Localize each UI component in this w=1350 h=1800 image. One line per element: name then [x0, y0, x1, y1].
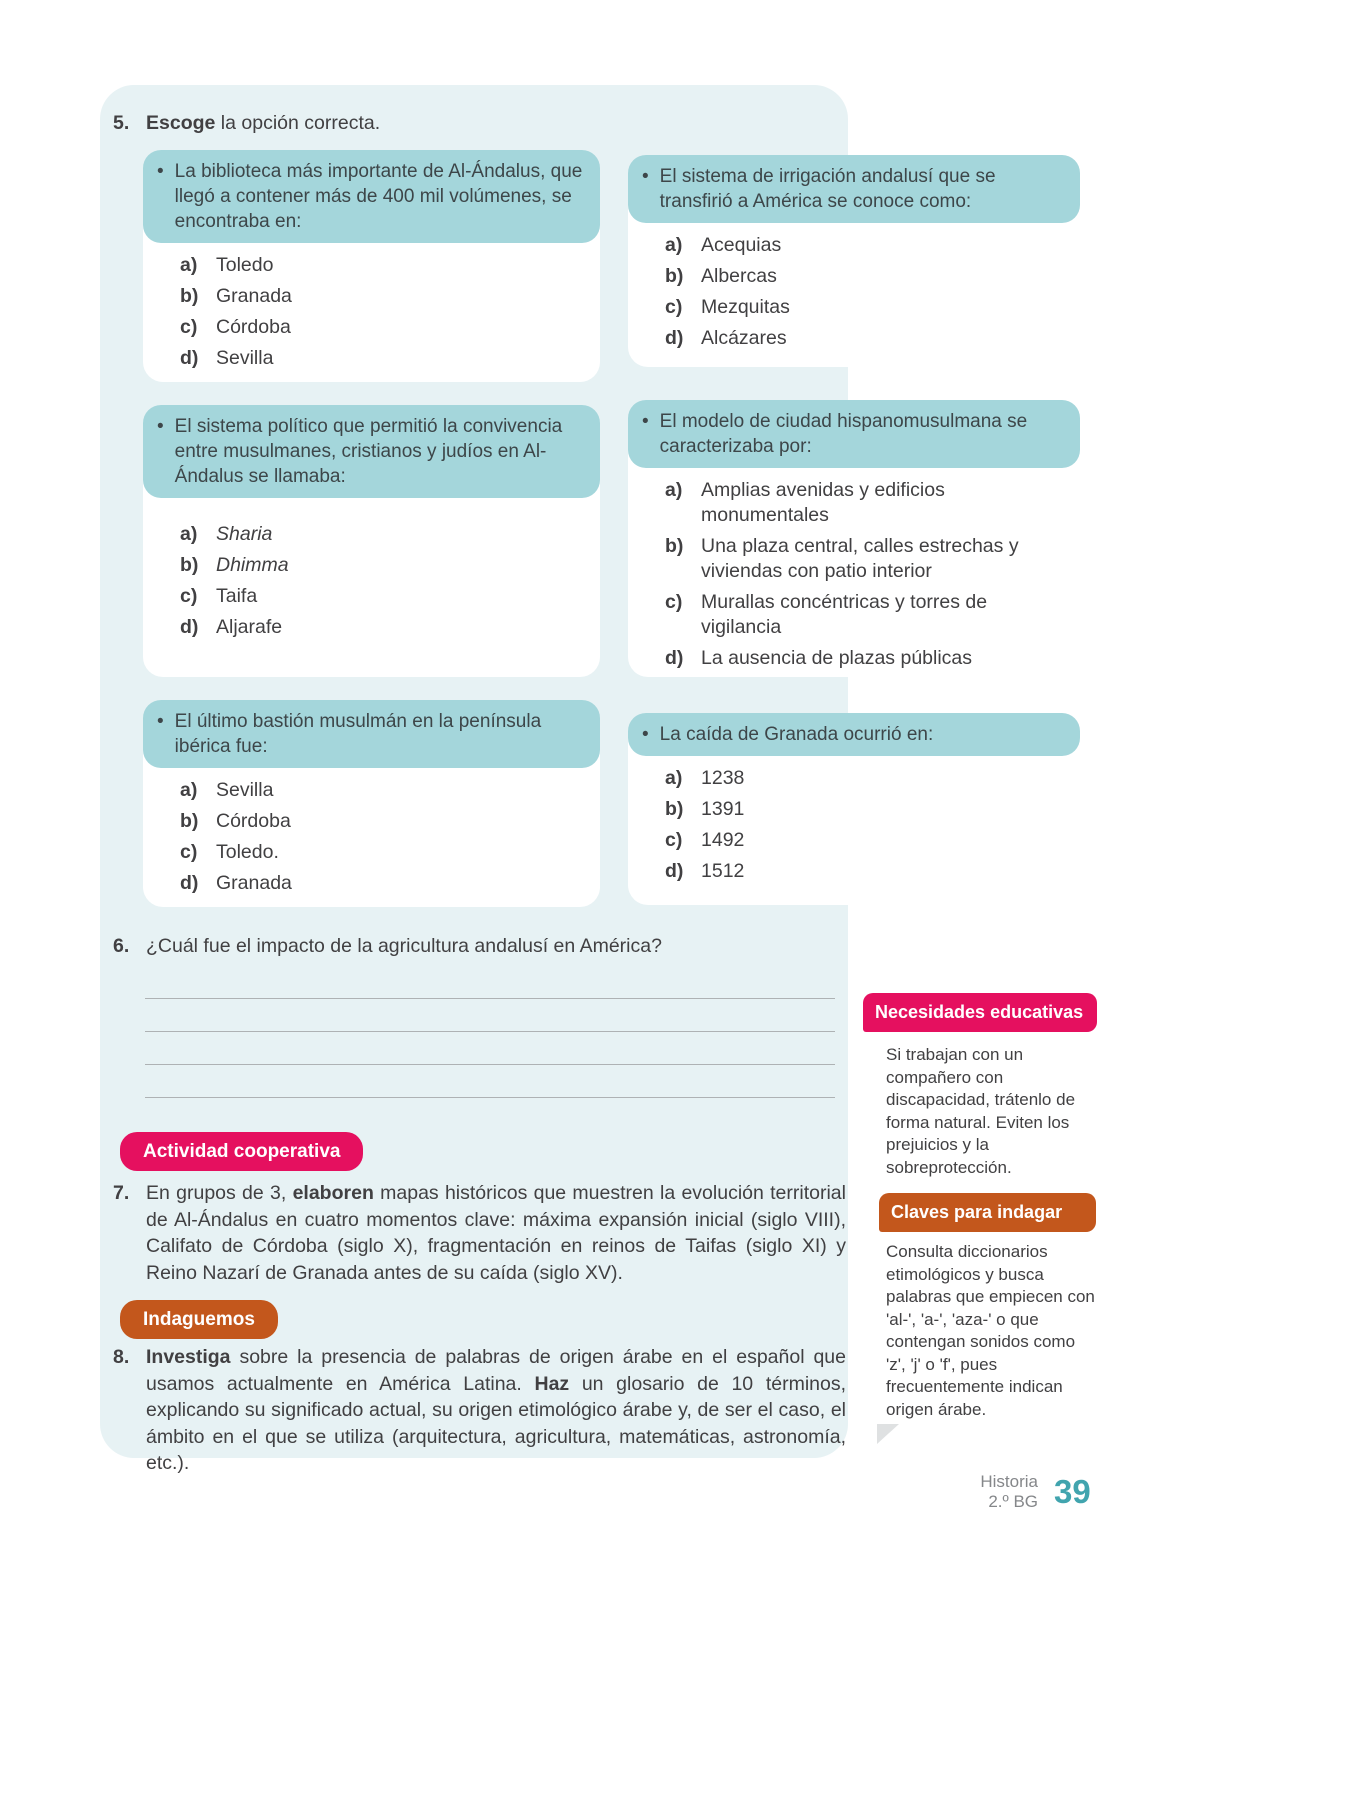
option-text: Toledo	[216, 254, 274, 276]
sidebar-needs-title: Necesidades educativas	[863, 993, 1097, 1032]
option-letter: a)	[180, 779, 198, 801]
question-prompt-text: El último bastión musulmán en la península ibérica fue:	[174, 711, 542, 757]
option-letter: d)	[180, 616, 199, 638]
option-text: Acequias	[701, 234, 782, 256]
bullet-icon: •	[642, 724, 649, 745]
option-text: Mezquitas	[701, 296, 790, 318]
question-prompt	[143, 700, 600, 768]
question-6-text: ¿Cuál fue el impacto de la agricultura andalusí en América?	[146, 935, 662, 957]
question-card-ultimo-bastion	[143, 700, 600, 907]
option-letter: b)	[180, 554, 199, 576]
options-list	[143, 498, 600, 640]
footer	[948, 1472, 1091, 1512]
options-list	[143, 768, 600, 896]
question-card-sistema-politico	[143, 405, 600, 677]
question-6-number: 6.	[113, 935, 130, 957]
answer-line	[145, 966, 835, 999]
bullet-icon: •	[157, 711, 164, 732]
badge-indaguemos: Indaguemos	[120, 1300, 278, 1339]
option-d	[180, 346, 586, 371]
question-5-verb: Escoge	[146, 112, 216, 134]
option-letter: b)	[180, 810, 199, 832]
option-letter: c)	[665, 829, 683, 851]
option-text: Murallas concéntricas y torres de vigilancia	[701, 591, 988, 638]
option-d	[665, 859, 1066, 884]
footer-course-name: Historia	[980, 1472, 1038, 1491]
answer-line	[145, 1032, 835, 1065]
option-a	[665, 766, 1066, 791]
option-text: 1492	[701, 829, 745, 851]
option-b	[180, 553, 586, 578]
option-letter: b)	[665, 535, 684, 557]
option-d	[665, 646, 1066, 671]
option-text: Granada	[216, 285, 292, 307]
question-8	[113, 1344, 846, 1477]
option-a	[665, 478, 1066, 528]
question-prompt-text: La biblioteca más importante de Al-Ándalus, que llegó a contener más de 400 mil volúmenes, se encontraba en:	[174, 161, 583, 232]
question-5-rest: la opción correcta.	[215, 112, 381, 134]
question-7-seg1: En grupos de 3,	[146, 1182, 293, 1204]
question-6	[113, 933, 853, 960]
option-d	[665, 326, 1066, 351]
option-letter: c)	[665, 591, 683, 613]
option-letter: a)	[665, 479, 683, 501]
question-card-modelo-ciudad	[628, 400, 1080, 677]
speech-bubble-tail	[877, 1424, 899, 1444]
option-text: Dhimma	[216, 554, 289, 576]
option-text: Córdoba	[216, 810, 291, 832]
question-prompt	[628, 155, 1080, 223]
option-letter: a)	[180, 523, 198, 545]
option-letter: a)	[180, 254, 198, 276]
option-a	[665, 233, 1066, 258]
question-prompt	[143, 150, 600, 243]
sidebar-keys-title: Claves para indagar	[879, 1193, 1096, 1232]
badge-actividad-cooperativa: Actividad cooperativa	[120, 1132, 363, 1171]
options-list	[628, 756, 1080, 884]
question-prompt-text: El sistema político que permitió la convivencia entre musulmanes, cristianos y judíos en Al-Ándalus se llamaba:	[174, 416, 563, 487]
option-letter: a)	[665, 234, 683, 256]
option-c	[665, 828, 1066, 853]
option-text: Albercas	[701, 265, 777, 287]
option-letter: a)	[665, 767, 683, 789]
option-c	[180, 315, 586, 340]
option-a	[180, 778, 586, 803]
question-card-caida-granada	[628, 713, 1080, 905]
question-prompt	[628, 713, 1080, 756]
question-prompt	[628, 400, 1080, 468]
sidebar-needs-body: Si trabajan con un compañero con discapacidad, trátenlo de forma natural. Eviten los prejuicios y la sobreprotección.	[886, 1045, 1076, 1177]
option-text: 1391	[701, 798, 745, 820]
option-text: Taifa	[216, 585, 258, 607]
question-7-verb: elaboren	[292, 1182, 374, 1204]
option-text: La ausencia de plazas públicas	[701, 647, 973, 669]
option-text: Una plaza central, calles estrechas y viviendas con patio interior	[701, 535, 1019, 582]
question-8-text	[146, 1344, 846, 1477]
option-text: Córdoba	[216, 316, 291, 338]
question-7	[113, 1180, 846, 1286]
option-text: Toledo.	[216, 841, 279, 863]
option-d	[180, 615, 586, 640]
option-letter: d)	[180, 872, 199, 894]
question-8-seg2: un glosario de 10 términos, explicando su significado actual, su origen etimológico árabe y, de ser el caso, el ámbito en el que se utiliza (arquitectura, agricultura, matemáticas, astronomía, etc.).	[146, 1372, 847, 1474]
option-text: Amplias avenidas y edificios monumentales	[701, 479, 945, 526]
option-text: Granada	[216, 872, 292, 894]
bullet-icon: •	[642, 411, 649, 432]
question-prompt-text: La caída de Granada ocurrió en:	[659, 724, 934, 745]
bullet-icon: •	[157, 416, 164, 437]
question-prompt-text: El modelo de ciudad hispanomusulmana se caracterizaba por:	[659, 411, 1028, 457]
option-d	[180, 871, 586, 896]
answer-line	[145, 1065, 835, 1098]
option-b	[665, 264, 1066, 289]
question-5-heading	[113, 110, 833, 137]
option-letter: c)	[665, 296, 683, 318]
option-c	[665, 295, 1066, 320]
question-6-answer-area	[145, 966, 835, 1098]
question-prompt-text: El sistema de irrigación andalusí que se transfirió a América se conoce como:	[659, 166, 996, 212]
option-text: 1238	[701, 767, 745, 789]
question-card-irrigacion	[628, 155, 1080, 367]
option-text: Sevilla	[216, 779, 274, 801]
question-7-seg2: mapas históricos que muestren la evolución territorial de Al-Ándalus en cuatro momentos clave: máxima expansión inicial (siglo VIII), Califato de Córdoba (siglo X), fragmentación en reinos de Taifas (siglo XI) y Reino Nazarí de Granada antes de su caída (siglo XV).	[146, 1182, 846, 1284]
question-7-text	[146, 1180, 846, 1286]
option-letter: d)	[180, 347, 199, 369]
option-letter: d)	[665, 327, 684, 349]
option-b	[180, 284, 586, 309]
option-text: 1512	[701, 860, 745, 882]
option-c	[180, 840, 586, 865]
bullet-icon: •	[642, 166, 649, 187]
question-5-text	[146, 110, 833, 137]
question-8-seg1: sobre la presencia de palabras de origen árabe en el español que usamos actualmente en América Latina.	[146, 1346, 846, 1395]
option-letter: b)	[665, 265, 684, 287]
question-5-number: 5.	[113, 112, 130, 134]
option-text: Aljarafe	[216, 616, 283, 638]
option-text: Alcázares	[701, 327, 787, 349]
option-letter: c)	[180, 316, 198, 338]
options-list	[143, 243, 600, 371]
option-c	[180, 584, 586, 609]
option-b	[665, 534, 1066, 584]
option-text: Sevilla	[216, 347, 274, 369]
question-8-verb1: Investiga	[146, 1346, 231, 1368]
answer-line	[145, 999, 835, 1032]
question-8-number: 8.	[113, 1346, 130, 1368]
option-letter: c)	[180, 585, 198, 607]
option-a	[180, 253, 586, 278]
options-list	[628, 223, 1080, 351]
question-8-verb2: Haz	[534, 1372, 570, 1395]
options-list	[628, 468, 1080, 671]
option-b	[180, 809, 586, 834]
option-c	[665, 590, 1066, 640]
question-prompt	[143, 405, 600, 498]
option-a	[180, 522, 586, 547]
footer-grade: 2.º BG	[988, 1492, 1038, 1511]
option-letter: d)	[665, 860, 684, 882]
option-letter: d)	[665, 647, 684, 669]
footer-course	[948, 1472, 1038, 1512]
bullet-icon: •	[157, 161, 164, 182]
option-b	[665, 797, 1066, 822]
option-letter: c)	[180, 841, 198, 863]
option-letter: b)	[180, 285, 199, 307]
option-text: Sharia	[216, 523, 273, 545]
sidebar-keys-body: Consulta diccionarios etimológicos y busca palabras que empiecen con 'al-', 'a-', 'aza-' o que contengan sonidos como 'z', 'j' o 'f', pues frecuentemente indican origen árabe.	[886, 1242, 1095, 1419]
question-7-number: 7.	[113, 1182, 130, 1204]
option-letter: b)	[665, 798, 684, 820]
question-card-biblioteca	[143, 150, 600, 382]
page-number: 39	[1054, 1473, 1091, 1510]
